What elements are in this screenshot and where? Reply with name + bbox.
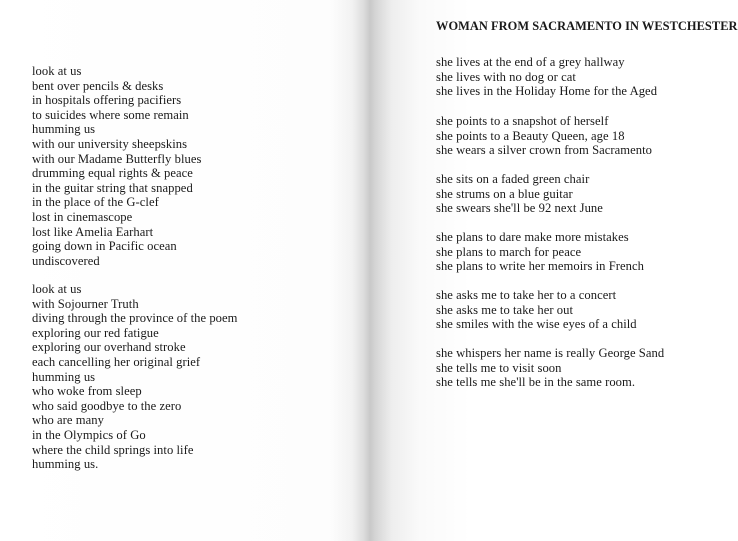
stanza (436, 230, 644, 274)
stanza (436, 114, 652, 158)
poem-line: who are many (32, 413, 104, 428)
poem-line: each cancelling her original grief (32, 354, 201, 369)
poem-line: bent over pencils & desks (32, 78, 164, 93)
poem-line: she lives with no dog or cat (436, 69, 576, 84)
poem-line: who woke from sleep (32, 384, 142, 399)
poem-line: going down in Pacific ocean (32, 239, 177, 254)
poem-line: she smiles with the wise eyes of a child (436, 317, 637, 332)
stanza (436, 55, 657, 99)
poem-line: she asks me to take her out (436, 302, 574, 317)
poem-line: she swears she'll be 92 next June (436, 201, 603, 216)
poem-line: drumming equal rights & peace (32, 166, 193, 181)
poem-line: humming us (32, 369, 96, 384)
poem-line: in the guitar string that snapped (32, 180, 193, 195)
poem-line: exploring our overhand stroke (32, 340, 186, 355)
poem-line: she lives at the end of a grey hallway (436, 55, 625, 69)
stanza (32, 282, 238, 472)
poem-line: lost in cinemascope (32, 209, 133, 224)
poem-line: who said goodbye to the zero (32, 398, 182, 413)
poem-title: WOMAN FROM SACRAMENTO IN WESTCHESTER (436, 19, 738, 33)
poem-line: lost like Amelia Earhart (32, 224, 154, 239)
poem-line: she points to a snapshot of herself (436, 114, 609, 128)
poem-line: she tells me she'll be in the same room. (436, 375, 636, 390)
poem-line: look at us (32, 64, 82, 78)
poem-line: she asks me to take her to a concert (436, 288, 617, 302)
poem-line: to suicides where some remain (32, 107, 189, 122)
poem-line: she points to a Beauty Queen, age 18 (436, 128, 625, 143)
stanza (436, 346, 664, 390)
stanza (436, 288, 637, 332)
poem-line: in the place of the G-clef (32, 195, 159, 210)
poem-line: she strums on a blue guitar (436, 186, 573, 201)
poem-line: undiscovered (32, 253, 100, 268)
stanza (32, 64, 201, 268)
poem-line: with our university sheepskins (32, 136, 188, 151)
poem-line: in hospitals offering pacifiers (32, 93, 182, 108)
poem-line: where the child springs into life (32, 442, 194, 457)
poem-line: she plans to dare make more mistakes (436, 230, 629, 244)
poem-line: with Sojourner Truth (32, 296, 139, 311)
poem-line: look at us (32, 282, 82, 296)
poem-line: humming us (32, 122, 96, 137)
poem-line: she sits on a faded green chair (436, 172, 590, 186)
poem-line: she plans to march for peace (436, 244, 582, 259)
poem-line: humming us. (32, 457, 99, 472)
left-page (0, 0, 368, 541)
poem-line: she wears a silver crown from Sacramento (436, 143, 653, 158)
poem-line: in the Olympics of Go (32, 427, 146, 442)
stanza (436, 172, 603, 216)
poem-line: she plans to write her memoirs in French (436, 259, 645, 274)
poem-line: she tells me to visit soon (436, 360, 562, 375)
poem-line: she lives in the Holiday Home for the Aged (436, 84, 658, 99)
right-page (370, 0, 738, 541)
poem-line: diving through the province of the poem (32, 311, 238, 326)
poem-line: exploring our red fatigue (32, 325, 159, 340)
poem-line: with our Madame Butterfly blues (32, 151, 202, 166)
poem-line: she whispers her name is really George Sand (436, 346, 665, 360)
